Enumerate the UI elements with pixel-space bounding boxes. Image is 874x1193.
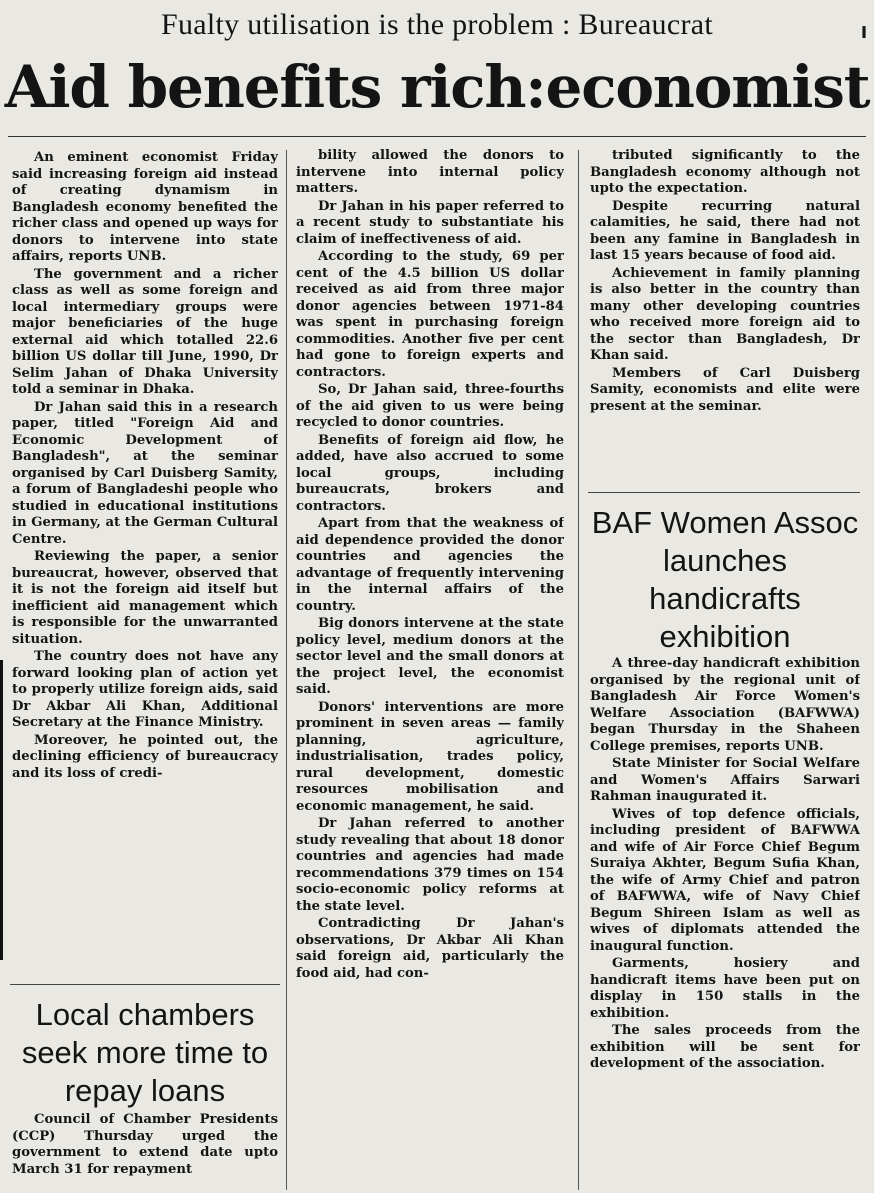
paragraph: Moreover, he pointed out, the declining efficiency of bureaucracy and its loss of credi- — [12, 732, 278, 781]
paragraph: The sales proceeds from the exhibition will be sent for development of the association. — [590, 1023, 860, 1071]
paragraph: tributed significantly to the Bangladesh economy although not upto the expectation. — [590, 148, 860, 196]
story-divider — [588, 492, 860, 493]
paragraph: Members of Carl Duisberg Samity, economists and elite were present at the seminar. — [590, 365, 860, 414]
baf-story-headline: BAF Women Assoc launches handicrafts exhibition — [591, 505, 859, 654]
edge-mark: ╻ — [857, 14, 870, 38]
paragraph: A three-day handicraft exhibition organised by the regional unit of Bangladesh Air Force Women's Welfare Association (BAFWWA) began Thursday in the Shaheen College premises, reports UNB. — [590, 656, 860, 754]
paragraph: Big donors intervene at the state policy level, medium donors at the sector level and the small donors at the project level, the economist said. — [296, 616, 564, 697]
main-story-column-3 — [590, 148, 860, 498]
paragraph: So, Dr Jahan said, three-fourths of the aid given to us were being recycled to donor countries. — [296, 382, 564, 430]
paragraph: Dr Jahan said this in a research paper, titled "Foreign Aid and Economic Development of Bangladesh", at the seminar organised by Carl Duisberg Samity, a forum of Bangladeshi people who studied in educational institutions in Germany, at the German Cultural Centre. — [12, 399, 278, 547]
paragraph: Achievement in family planning is also better in the country than many other developing countries who received more foreign aid to the sector than Bangladesh, Dr Khan said. — [590, 265, 860, 363]
paragraph: Wives of top defence officials, including president of BAFWWA and wife of Air Force Chief Begum Suraiya Akhter, Begum Sufia Khan, the wife of Army Chief and patron of BAFWWA, wife of Navy Chief Begum Shireen Islam as well as wives of diplomats attended the inaugural function. — [590, 806, 860, 954]
paragraph: Apart from that the weakness of aid dependence provided the donor countries and agencies the advantage of frequently intervening in the internal affairs of the country. — [296, 516, 564, 614]
paragraph: Benefits of foreign aid flow, he added, have also accrued to some local groups, including bureaucrats, brokers and contractors. — [296, 432, 564, 514]
kicker-headline: Fualty utilisation is the problem : Bureaucrat — [160, 8, 714, 41]
paragraph: The government and a richer class as well as some foreign and local intermediary groups were major beneficiaries of the huge external aid which totalled 22.6 billion US dollar till June, 1990, Dr Selim Jahan of Dhaka University told a seminar in Dhaka. — [12, 266, 278, 397]
main-headline: Aid benefits rich:economist — [4, 53, 870, 121]
paragraph: An eminent economist Friday said increasing foreign aid instead of creating dynamism in Bangladesh economy benefited the richer class and opened up ways for donors to intervene into state affairs, reports UNB. — [12, 150, 278, 264]
chambers-story-headline: Local chambers seek more time to repay loans — [21, 997, 269, 1108]
story-divider — [10, 984, 280, 985]
left-edge-mark — [0, 660, 3, 960]
column-divider — [286, 150, 287, 1190]
paragraph: Garments, hosiery and handicraft items have been put on display in 150 stalls in the exhibition. — [590, 956, 860, 1021]
paragraph: Donors' interventions are more prominent in seven areas — family planning, agriculture, industrialisation, trades policy, rural development, domestic resources mobilisation and economic management, he said. — [296, 699, 564, 814]
paragraph: Contradicting Dr Jahan's observations, Dr Akbar Ali Khan said foreign aid, particularly the food aid, had con- — [296, 916, 564, 981]
paragraph: Dr Jahan in his paper referred to a recent study to substantiate his claim of ineffectiveness of aid. — [296, 198, 564, 247]
paragraph: State Minister for Social Welfare and Women's Affairs Sarwari Rahman inaugurated it. — [590, 756, 860, 804]
main-story-column-1 — [12, 150, 278, 940]
paragraph: According to the study, 69 per cent of the 4.5 billion US dollar received as aid from three major donor agencies between 1971-84 was spent in purchasing foreign commodities. Another five per cent had gone to foreign experts and contractors. — [296, 249, 564, 380]
paragraph: Reviewing the paper, a senior bureaucrat, however, observed that it is not the foreign aid itself but inefficient aid management which is responsible for the unwarranted situation. — [12, 549, 278, 647]
main-story-column-2 — [296, 148, 564, 1188]
chambers-story-body — [12, 1112, 278, 1193]
paragraph: Despite recurring natural calamities, he said, there had not been any famine in Bangladesh in last 15 years because of food aid. — [590, 198, 860, 263]
paragraph: Dr Jahan referred to another study revealing that about 18 donor countries and agencies had made recommendations 379 times on 154 socio-economic policy reforms at the state level. — [296, 816, 564, 914]
paragraph: Council of Chamber Presidents (CCP) Thursday urged the government to extend date upto March 31 for repayment — [12, 1112, 278, 1177]
top-rule — [8, 136, 866, 137]
paragraph: bility allowed the donors to intervene into internal policy matters. — [296, 148, 564, 196]
paragraph: The country does not have any forward looking plan of action yet to properly utilize foreign aids, said Dr Akbar Ali Khan, Additional Secretary at the Finance Ministry. — [12, 649, 278, 730]
baf-story-body — [590, 656, 860, 1186]
column-divider — [578, 150, 579, 1190]
